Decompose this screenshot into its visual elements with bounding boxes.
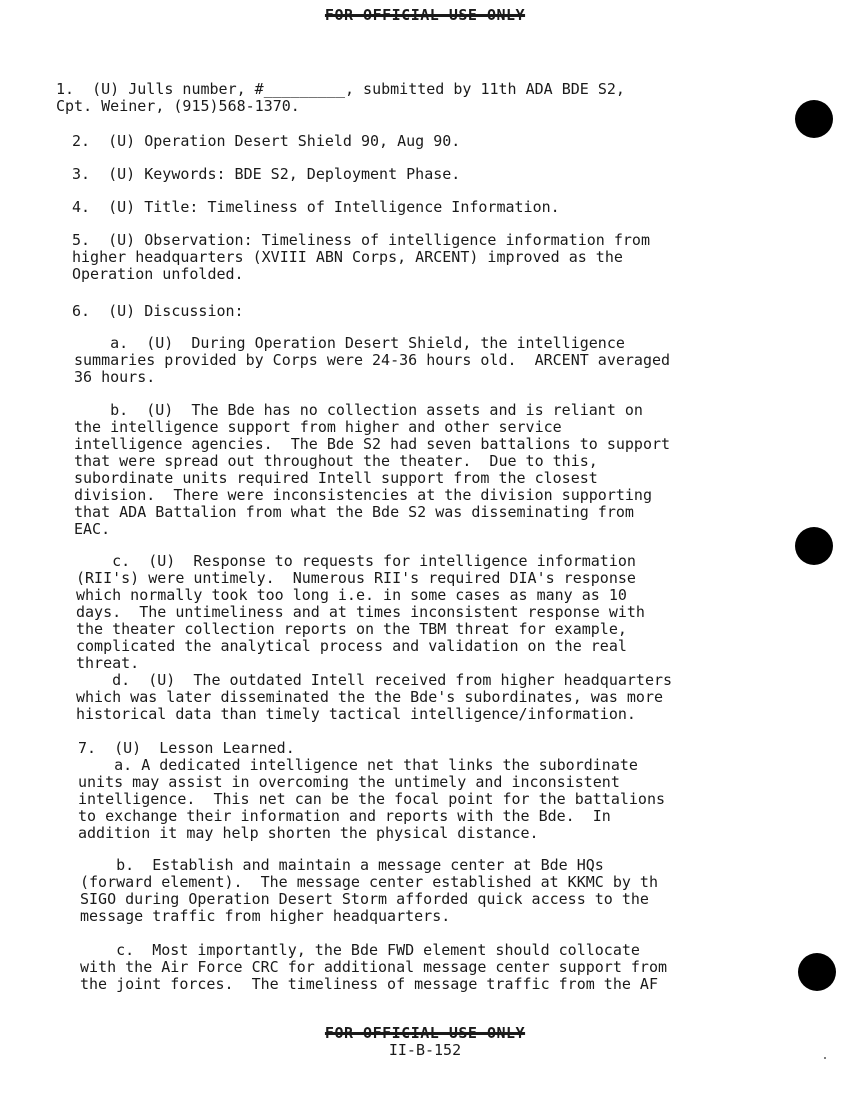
text-line: 7. (U) Lesson Learned.: [78, 739, 295, 757]
text-line: d. (U) The outdated Intell received from higher headquarters: [76, 671, 673, 689]
text-line: 3. (U) Keywords: BDE S2, Deployment Phase.: [72, 165, 461, 183]
text-line: addition it may help shorten the physical distance.: [78, 824, 539, 842]
text-line: Cpt. Weiner, (915)568-1370.: [56, 97, 300, 115]
text-line: EAC.: [74, 520, 111, 538]
page-number: II-B-152: [388, 1041, 462, 1059]
text-line: SIGO during Operation Desert Storm afforded quick access to the: [80, 890, 649, 908]
text-line: summaries provided by Corps were 24-36 hours old. ARCENT averaged: [74, 351, 671, 369]
classification-marking-bottom: [0, 1024, 850, 1042]
text-line: the joint forces. The timeliness of message traffic from the AF: [80, 975, 658, 993]
text-line: intelligence. This net can be the focal point for the battalions: [78, 790, 665, 808]
text-line: Operation unfolded.: [72, 265, 244, 283]
text-line: message traffic from higher headquarters.: [80, 907, 451, 925]
text-line: that ADA Battalion from what the Bde S2 was disseminating from: [74, 503, 634, 521]
text-line: historical data than timely tactical intelligence/information.: [76, 705, 636, 723]
text-line: to exchange their information and reports with the Bde. In: [78, 807, 611, 825]
text-line: 4. (U) Title: Timeliness of Intelligence Information.: [72, 198, 560, 216]
binder-hole: [795, 100, 833, 138]
text-line: 5. (U) Observation: Timeliness of intelligence information from: [72, 231, 650, 249]
text-line: complicated the analytical process and validation on the real: [76, 637, 627, 655]
classification-marking-top: [0, 6, 850, 24]
text-line: a. (U) During Operation Desert Shield, the intelligence: [74, 334, 625, 352]
text-line: the theater collection reports on the TBM threat for example,: [76, 620, 627, 638]
text-line: division. There were inconsistencies at the division supporting: [74, 486, 652, 504]
text-line: 2. (U) Operation Desert Shield 90, Aug 90.: [72, 132, 461, 150]
text-line: higher headquarters (XVIII ABN Corps, ARCENT) improved as the: [72, 248, 623, 266]
binder-hole: [798, 953, 836, 991]
text-line: (RII's) were untimely. Numerous RII's required DIA's response: [76, 569, 636, 587]
classification-marking-text: FOR OFFICIAL USE ONLY: [324, 6, 526, 24]
binder-hole: [795, 527, 833, 565]
text-line: subordinate units required Intell support from the closest: [74, 469, 598, 487]
text-line: c. (U) Response to requests for intelligence information: [76, 552, 636, 570]
text-line: days. The untimeliness and at times inconsistent response with: [76, 603, 645, 621]
classification-marking-text: FOR OFFICIAL USE ONLY: [324, 1024, 526, 1042]
text-line: (forward element). The message center established at KKMC by th: [80, 873, 658, 891]
text-line: b. (U) The Bde has no collection assets and is reliant on: [74, 401, 643, 419]
text-line: 1. (U) Julls number, #_________, submitted by 11th ADA BDE S2,: [56, 80, 625, 98]
text-line: that were spread out throughout the theater. Due to this,: [74, 452, 598, 470]
text-line: with the Air Force CRC for additional message center support from: [80, 958, 667, 976]
text-line: which normally took too long i.e. in some cases as many as 10: [76, 586, 627, 604]
text-line: 36 hours.: [74, 368, 156, 386]
text-line: c. Most importantly, the Bde FWD element should collocate: [80, 941, 640, 959]
text-line: 6. (U) Discussion:: [72, 302, 244, 320]
text-line: threat.: [76, 654, 140, 672]
text-line: b. Establish and maintain a message center at Bde HQs: [80, 856, 604, 874]
text-line: which was later disseminated the the Bde's subordinates, was more: [76, 688, 663, 706]
text-line: the intelligence support from higher and other service: [74, 418, 562, 436]
text-line: intelligence agencies. The Bde S2 had seven battalions to support: [74, 435, 671, 453]
text-line: a. A dedicated intelligence net that links the subordinate: [78, 756, 638, 774]
text-line: units may assist in overcoming the untimely and inconsistent: [78, 773, 620, 791]
